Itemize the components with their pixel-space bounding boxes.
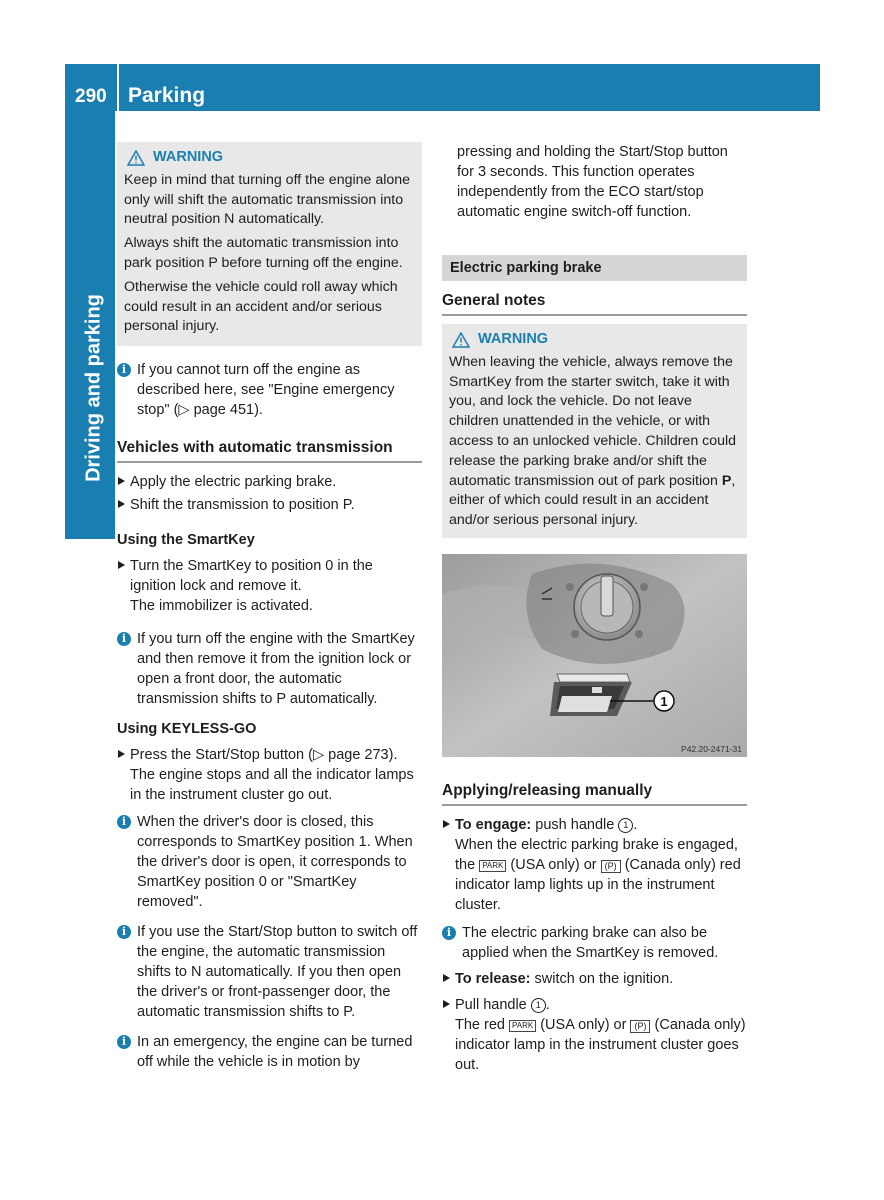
section-band: Electric parking brake: [442, 255, 747, 281]
step-text: [455, 969, 673, 989]
warning-text-part: When leaving the vehicle, always remove the SmartKey from the starter switch, take it with you, and lock the vehicle. Do not leave children unattended in the vehicle, or with access to an unlocked vehicle. Children could release the parking brake and/or shift the automatic transmission out of park position: [449, 353, 737, 489]
step: [442, 995, 747, 1075]
subsection-title: Using KEYLESS-GO: [117, 721, 257, 738]
park-indicator-icon: PARK: [479, 860, 506, 872]
right-column: [442, 142, 747, 1078]
warning-text-bold: P: [721, 472, 732, 489]
step-note: [455, 835, 747, 915]
warning-text-2: Always shift the automatic transmission into park position P before turning off the engine.: [124, 235, 403, 271]
info-note: [117, 1032, 422, 1072]
parking-brake-photo: [442, 554, 747, 757]
warning-heading: [449, 330, 740, 350]
info-icon: i: [117, 925, 131, 939]
continued-text: pressing and holding the Start/Stop button for 3 seconds. This function operates independently from the ECO start/stop automatic engine switch-off function.: [457, 144, 728, 220]
info-icon: i: [117, 1035, 131, 1049]
info-note: [117, 629, 422, 709]
info-text: When the driver's door is closed, this corresponds to SmartKey position 1. When the driver's door is open, it corresponds to SmartKey position 0 or "SmartKey removed".: [137, 814, 413, 911]
warning-text-3: Otherwise the vehicle could roll away which could result in an accident and/or serious personal injury.: [124, 278, 398, 335]
step-text-part: switch on the ignition.: [530, 970, 674, 987]
step-text: Apply the electric parking brake.: [130, 474, 337, 491]
info-text: If you use the Start/Stop button to switch off the engine, the automatic transmission shifts to N automatically. If you then open the driver's or front-passenger door, the automatic transmission shifts to P.: [137, 924, 418, 1021]
info-text: If you turn off the engine with the SmartKey and then remove it from the ignition lock or open a front door, the automatic transmission shifts to P automatically.: [137, 631, 415, 708]
photo-code: P42.20-2471-31: [681, 743, 742, 754]
callout-number: 1: [660, 693, 668, 709]
info-note: [117, 812, 422, 912]
step-arrow-icon: [443, 820, 450, 828]
note-part: (Canada only) indicator lamp in the instrument cluster goes out.: [455, 1016, 746, 1073]
info-note: [117, 922, 422, 1022]
subsection-title: Using the SmartKey: [117, 532, 255, 549]
circled-one-icon: 1: [618, 818, 633, 833]
section-title: Vehicles with automatic transmission: [117, 438, 422, 463]
left-column: [117, 142, 422, 1082]
step: [117, 556, 422, 616]
warning-heading: [124, 148, 415, 168]
step: [117, 495, 422, 515]
step: [442, 969, 747, 989]
info-icon: i: [117, 363, 131, 377]
warning-box: [442, 324, 747, 538]
step-note: [455, 1015, 747, 1075]
step: [442, 815, 747, 915]
note-part: (USA only) or: [506, 856, 601, 873]
warning-text-part: , either of which could result in an accident and/or serious personal injury.: [449, 472, 736, 529]
step-arrow-icon: [118, 477, 125, 485]
warning-text-1: Keep in mind that turning off the engine alone only will shift the automatic transmission into neutral position N automatically.: [124, 171, 411, 228]
side-tab-label: Driving and parking: [82, 294, 105, 482]
section-title: General notes: [442, 291, 747, 316]
step-arrow-icon: [118, 561, 125, 569]
warning-triangle-icon: [452, 332, 470, 348]
step-note: The immobilizer is activated.: [130, 598, 313, 615]
step-text-part: .: [633, 816, 638, 833]
info-text: If you cannot turn off the engine as described here, see "Engine emergency stop" (▷ page 451).: [137, 362, 395, 419]
step-text: Press the Start/Stop button (▷ page 273). The engine stops and all the indicator lamps in the instrument cluster go out.: [130, 747, 414, 804]
warning-title: WARNING: [153, 149, 224, 165]
step-text-part: Pull handle: [455, 996, 531, 1013]
info-icon: i: [117, 632, 131, 646]
step-arrow-icon: [443, 1000, 450, 1008]
canada-parking-indicator-icon: (P): [630, 1020, 650, 1033]
warning-triangle-icon: [127, 150, 145, 166]
step-text: Turn the SmartKey to position 0 in the ignition lock and remove it.: [130, 558, 373, 595]
info-text: In an emergency, the engine can be turned off while the vehicle is in motion by: [137, 1034, 413, 1071]
info-icon: i: [442, 926, 456, 940]
info-text: The electric parking brake can also be applied when the SmartKey is removed.: [462, 924, 719, 961]
step-text: Shift the transmission to position P.: [130, 497, 355, 514]
parking-brake-illustration: [442, 554, 747, 757]
step: [117, 745, 422, 805]
info-note: [442, 923, 747, 963]
page-number: 290: [75, 86, 107, 107]
canada-parking-indicator-icon: (P): [601, 860, 621, 873]
step-arrow-icon: [118, 750, 125, 758]
step-text: [455, 815, 747, 835]
header-bar: [65, 64, 820, 111]
step: [117, 472, 422, 492]
step-label: To release:: [455, 970, 531, 987]
circled-one-icon: 1: [531, 998, 546, 1013]
step-text-part: push handle: [531, 816, 619, 833]
info-note: [117, 360, 422, 420]
warning-text: [449, 353, 740, 531]
warning-title: WARNING: [478, 331, 549, 347]
step-arrow-icon: [118, 500, 125, 508]
section-title: Applying/releasing manually: [442, 781, 747, 806]
step-arrow-icon: [443, 974, 450, 982]
note-part: (USA only) or: [536, 1016, 631, 1033]
park-indicator-icon: PARK: [509, 1020, 536, 1032]
info-icon: i: [117, 815, 131, 829]
page-title: Parking: [128, 84, 206, 107]
note-part: The red: [455, 1016, 509, 1033]
note-part: (Canada only) red indicator lamp lights up in the instrument cluster.: [455, 856, 741, 913]
step-text: Pull handle 1 .: [455, 996, 550, 1013]
header-divider: [117, 64, 119, 111]
step-label: To engage:: [455, 816, 532, 833]
note-part: When the electric parking brake is engaged, the: [455, 836, 738, 873]
warning-box: [117, 142, 422, 346]
